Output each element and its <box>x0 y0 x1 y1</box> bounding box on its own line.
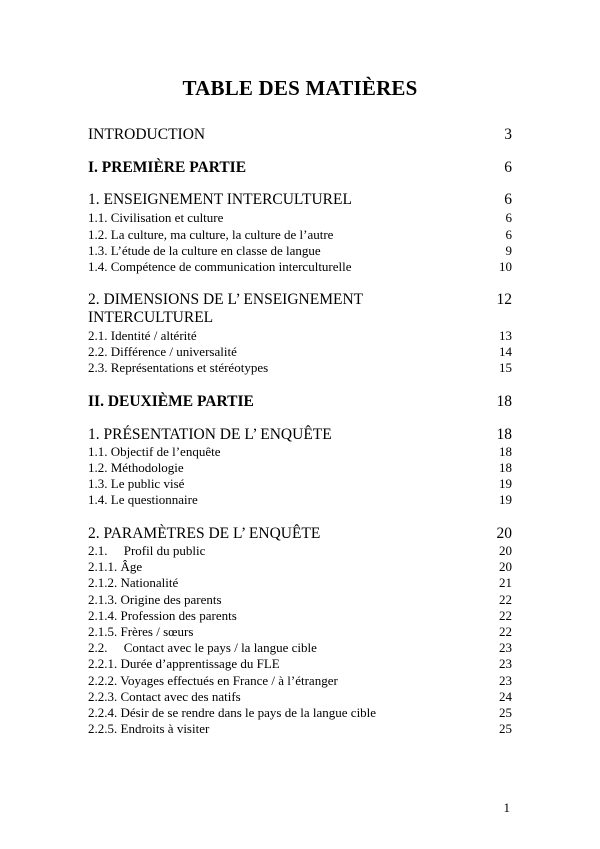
toc-entry-label: 2.1.1. Âge <box>88 559 143 574</box>
toc-entry <box>88 426 512 444</box>
toc-entry-label: 2.2.3. Contact avec des natifs <box>88 689 241 704</box>
toc-entry <box>88 608 512 624</box>
toc-entry <box>88 592 512 608</box>
toc-entry-label: 2.1.5. Frères / sœurs <box>88 624 194 639</box>
toc-entry-page: 19 <box>499 492 512 507</box>
toc-entry-label: 1.3. L’étude de la culture en classe de langue <box>88 243 321 258</box>
toc-entry-page: 9 <box>505 243 512 258</box>
toc-entry <box>88 656 512 672</box>
toc-entry <box>88 259 512 275</box>
toc-entry-page: 23 <box>499 656 512 671</box>
toc-entry <box>88 559 512 575</box>
toc-entry-label: 1. ENSEIGNEMENT INTERCULTUREL <box>88 191 352 208</box>
toc-entry-label: 2. PARAMÈTRES DE L’ ENQUÊTE <box>88 525 321 542</box>
toc-entry <box>88 640 512 656</box>
toc-entry <box>88 689 512 705</box>
toc-entry-page: 22 <box>499 592 512 607</box>
toc-entry <box>88 575 512 591</box>
toc-entry-page: 18 <box>496 393 512 410</box>
toc-entry-page: 6 <box>504 191 512 208</box>
toc-entry-label: 2.1.3. Origine des parents <box>88 592 222 607</box>
toc-entry-label: 1.2. Méthodologie <box>88 460 184 475</box>
toc-entry-page: 13 <box>499 328 512 343</box>
toc-entry-label: 2.1.2. Nationalité <box>88 575 179 590</box>
toc-entry <box>88 525 512 543</box>
toc-entry-page: 15 <box>499 360 512 375</box>
toc-entry <box>88 360 512 376</box>
toc-entry-label: 1.3. Le public visé <box>88 476 185 491</box>
toc-entry <box>88 543 512 559</box>
toc-entry-label: 2.2.4. Désir de se rendre dans le pays de la langue cible <box>88 705 377 720</box>
toc-entry <box>88 721 512 737</box>
toc-entry-label: I. PREMIÈRE PARTIE <box>88 159 247 176</box>
toc-entry-page: 10 <box>499 259 512 274</box>
toc-entry-label: 2.1. Profil du public <box>88 543 206 558</box>
toc-entry <box>88 444 512 460</box>
toc-entry <box>88 460 512 476</box>
toc-entry-page: 6 <box>504 159 512 176</box>
toc-entry <box>88 705 512 721</box>
toc-entry <box>88 624 512 640</box>
toc-entry-label: 1.1. Civilisation et culture <box>88 210 224 225</box>
toc-entry-label: 2.2.2. Voyages effectués en France / à l’étranger <box>88 673 338 688</box>
toc-entry-label: 1.4. Le questionnaire <box>88 492 198 507</box>
toc-entry-page: 22 <box>499 608 512 623</box>
toc-entry-label: 2.1. Identité / altérité <box>88 328 197 343</box>
toc-entry-page: 20 <box>499 559 512 574</box>
toc-entry <box>88 227 512 243</box>
toc-entry-label: 2. DIMENSIONS DE L’ ENSEIGNEMENT INTERCULTUREL <box>88 291 363 326</box>
toc-entry-label: 1.1. Objectif de l’enquête <box>88 444 221 459</box>
toc-entry-page: 18 <box>499 444 512 459</box>
toc-entry-page: 20 <box>499 543 512 558</box>
toc-entry-page: 18 <box>499 460 512 475</box>
toc-entry-label: 2.2.5. Endroits à visiter <box>88 721 210 736</box>
toc-entry-label: 2.2.1. Durée d’apprentissage du FLE <box>88 656 280 671</box>
toc-entry-label: 2.2. Différence / universalité <box>88 344 237 359</box>
toc-entry <box>88 243 512 259</box>
toc-entry-page: 23 <box>499 673 512 688</box>
toc-entry-label: 1. PRÉSENTATION DE L’ ENQUÊTE <box>88 426 332 443</box>
toc-entry-page: 25 <box>499 721 512 736</box>
toc-entry-label: 2.3. Représentations et stéréotypes <box>88 360 269 375</box>
toc-entry-page: 3 <box>504 126 512 143</box>
toc-entry-page: 23 <box>499 640 512 655</box>
toc-entry <box>88 328 512 344</box>
toc-entry-label: 2.2. Contact avec le pays / la langue cible <box>88 640 317 655</box>
toc-entry-page: 21 <box>499 575 512 590</box>
toc-entry <box>88 159 512 177</box>
toc-entry <box>88 476 512 492</box>
toc-entry-label: INTRODUCTION <box>88 126 206 143</box>
toc-entry-label: 1.2. La culture, ma culture, la culture de l’autre <box>88 227 334 242</box>
toc-entry-page: 24 <box>499 689 512 704</box>
toc-entry <box>88 126 512 144</box>
toc-entry-page: 14 <box>499 344 512 359</box>
toc-entry <box>88 673 512 689</box>
toc-entry <box>88 291 512 327</box>
toc-entry-page: 12 <box>496 291 512 308</box>
toc-entry <box>88 393 512 411</box>
page-title: TABLE DES MATIÈRES <box>182 76 418 100</box>
toc-entry <box>88 492 512 508</box>
toc-entry-page: 22 <box>499 624 512 639</box>
toc-entry-page: 20 <box>496 525 512 542</box>
toc-entry-page: 25 <box>499 705 512 720</box>
toc-entry-label: 1.4. Compétence de communication interculturelle <box>88 259 352 274</box>
toc-entry <box>88 210 512 226</box>
toc-entry <box>88 344 512 360</box>
toc-entry-page: 19 <box>499 476 512 491</box>
toc-entry <box>88 191 512 209</box>
toc-entry-page: 6 <box>505 227 512 242</box>
toc-entry-page: 18 <box>496 426 512 443</box>
toc-entry-label: II. DEUXIÈME PARTIE <box>88 393 254 410</box>
toc-entry-page: 6 <box>505 210 512 225</box>
toc-entry-label: 2.1.4. Profession des parents <box>88 608 237 623</box>
page-number: 1 <box>503 800 510 815</box>
